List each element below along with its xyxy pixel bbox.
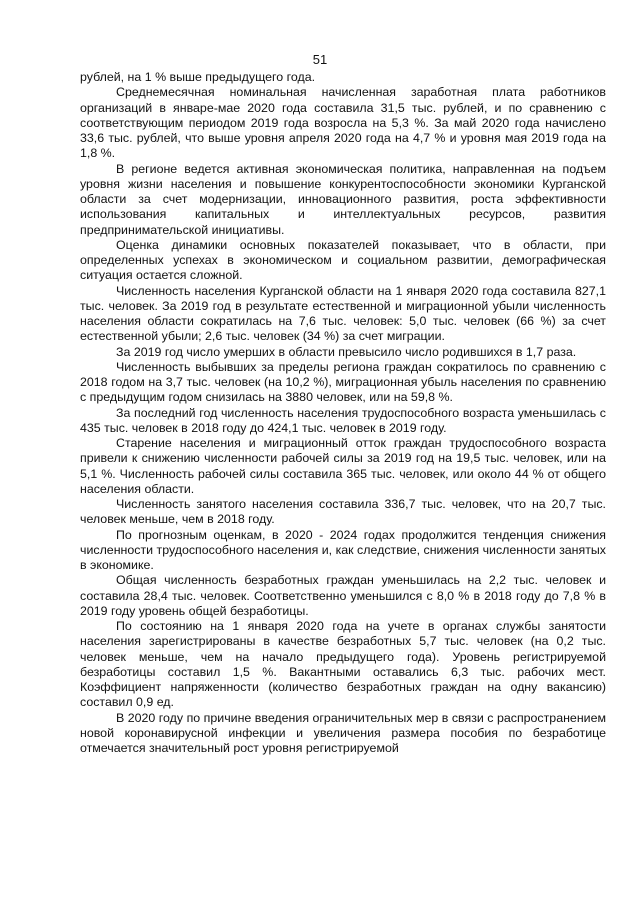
paragraph-working-age: За последний год численность населения трудоспособного возраста уменьшилась с 435 тыс. человек в 2018 году до 424,1 тыс. человек в 2019 году.	[80, 405, 606, 435]
paragraph-wages: Среднемесячная номинальная начисленная заработная плата работников организаций в январе-мае 2020 года составила 31,5 тыс. рублей, и по сравнению с соответствующим периодом 2019 года возросла на 5,3 %. За май 2020 года начислено 33,6 тыс. рублей, что выше уровня апреля 2020 года на 4,7 % и уровня мая 2019 года на 1,8 %.	[80, 85, 606, 161]
paragraph-migration: Численность выбывших за пределы региона граждан сократилось по сравнению с 2018 годом на 3,7 тыс. человек (на 10,2 %), миграционная убыль населения по сравнению с предыдущим годом снизилась на 3880 человек, или на 59,8 %.	[80, 359, 606, 405]
document-body	[80, 70, 606, 756]
paragraph-economic-policy: В регионе ведется активная экономическая политика, направленная на подъем уровня жизни населения и повышение конкурентоспособности экономики Курганской области за счет модернизации, инновационного развития, роста эффективности использования капитальных и интеллектуальных ресурсов, развития предпринимательской инициативы.	[80, 161, 606, 237]
paragraph-labor-force: Старение населения и миграционный отток граждан трудоспособного возраста привели к снижению численности рабочей силы за 2019 год на 19,5 тыс. человек, или на 5,1 %. Численность рабочей силы составила 365 тыс. человек, или около 44 % от общего населения области.	[80, 436, 606, 496]
paragraph-demographic-situation: Оценка динамики основных показателей показывает, что в области, при определенных успехах в экономическом и социальном развитии, демографическая ситуация остается сложной.	[80, 237, 606, 283]
paragraph-continuation: рублей, на 1 % выше предыдущего года.	[80, 70, 316, 84]
page-number: 51	[312, 52, 328, 67]
paragraph-forecast: По прогнозным оценкам, в 2020 - 2024 годах продолжится тенденция снижения численности трудоспособного населения и, как следствие, снижения численности занятых в экономике.	[80, 527, 606, 572]
paragraph-unemployment: Общая численность безработных граждан уменьшилась на 2,2 тыс. человек и составила 28,4 тыс. человек. Соответственно уменьшился с 8,0 % в 2018 году до 7,8 % в 2019 году уровень общей безработицы.	[80, 573, 606, 618]
paragraph-mortality: За 2019 год число умерших в области превысило число родившихся в 1,7 раза.	[116, 344, 577, 359]
paragraph-registered-unemployment: По состоянию на 1 января 2020 года на учете в органах службы занятости населения зарегистрированы в качестве безработных 5,7 тыс. человек (на 0,2 тыс. человек меньше, чем на начало предыдущего года). Уровень регистрируемой безработицы составил 1,5 %. Вакантными оставались 6,3 тыс. рабочих мест. Коэффициент напряженности (количество безработных граждан на одну вакансию) составил 0,9 ед.	[80, 619, 606, 710]
paragraph-covid-2020: В 2020 году по причине введения ограничительных мер в связи с распространением новой коронавирусной инфекции и увеличения размера пособия по безработице отмечается значительный рост уровня регистрируемой	[80, 710, 606, 755]
paragraph-population: Численность населения Курганской области на 1 января 2020 года составила 827,1 тыс. человек. За 2019 год в результате естественной и миграционной убыли численность населения области сократилась на 7,6 тыс. человек: 5,0 тыс. человек (66 %) за счет естественной убыли; 2,6 тыс. человек (34 %) за счет миграции.	[80, 283, 606, 344]
paragraph-employment: Численность занятого населения составила 336,7 тыс. человек, что на 20,7 тыс. человек меньше, чем в 2018 году.	[80, 497, 606, 527]
